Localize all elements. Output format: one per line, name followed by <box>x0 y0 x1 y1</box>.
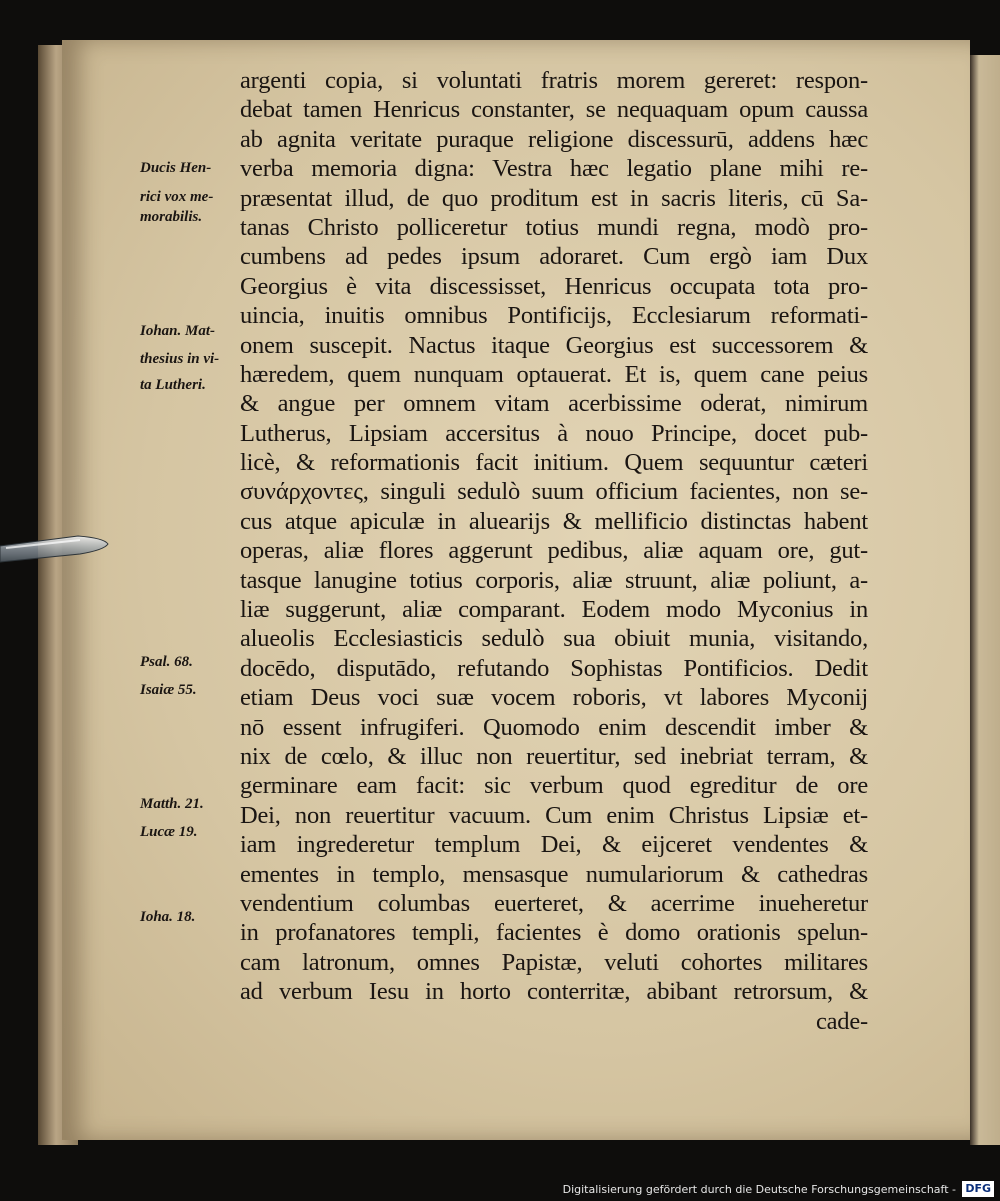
marginal-note: Ioha. 18. <box>140 909 196 925</box>
text-line: præsentat illud, de quo proditum est in sacris literis, cū Sa- <box>240 184 868 212</box>
text-line: alueolis Ecclesiasticis sedulò sua obiuit munia, visitando, <box>240 625 868 653</box>
text-line: Dei, non reuertitur vacuum. Cum enim Christus Lipsiæ et- <box>240 801 868 829</box>
text-line: & angue per omnem vitam acerbissime oderat, nimirum <box>240 390 868 418</box>
marginal-note: Matth. 21. <box>140 796 204 812</box>
facing-page-edge <box>970 55 1000 1145</box>
marginal-note: Lucæ 19. <box>140 824 198 840</box>
text-line: etiam Deus voci suæ vocem roboris, vt labores Myconij <box>240 684 868 712</box>
marginal-note: morabilis. <box>140 209 203 225</box>
text-line: uincia, inuitis omnibus Pontificijs, Ecclesiarum reformati- <box>240 302 868 330</box>
text-line: Georgius è vita discessisset, Henricus occupata tota pro- <box>240 272 868 300</box>
catchword: cade- <box>815 1007 868 1035</box>
pen-pointer-icon <box>0 530 110 566</box>
marginal-note: Iohan. Mat- <box>140 323 216 339</box>
text-line: hæredem, quem nunquam optauerat. Et is, quem cane peius <box>240 360 868 388</box>
text-line: nō essent infrugiferi. Quomodo enim descendit imber & <box>240 713 868 741</box>
text-line: iam ingrederetur templum Dei, & eijceret vendentes & <box>240 831 868 859</box>
text-line: Lutherus, Lipsiam accersitus à nouo Principe, docet pub- <box>240 419 868 447</box>
text-line: argenti copia, si voluntati fratris morem gereret: respon- <box>240 67 868 94</box>
marginal-note: rici vox me- <box>140 189 214 205</box>
text-line: cus atque apiculæ in aluearijs & mellificio distinctas habent <box>240 507 868 535</box>
text-line: germinare eam facit: sic verbum quod egreditur de ore <box>240 772 868 800</box>
text-line: liæ suggerunt, aliæ comparant. Eodem modo Myconius in <box>240 596 868 624</box>
dfg-logo: DFG <box>962 1181 994 1197</box>
text-line: nix de cœlo, & illuc non reuertitur, sed inebriat terram, & <box>240 742 868 770</box>
text-line: cam latronum, omnes Papistæ, veluti cohortes militares <box>240 948 868 976</box>
marginal-note: Ducis Hen- <box>140 160 212 176</box>
digitization-credit: Digitalisierung gefördert durch die Deutsche Forschungsgemeinschaft - <box>562 1183 956 1196</box>
text-line: operas, aliæ flores aggerunt pedibus, aliæ aquam ore, gut- <box>240 537 868 565</box>
text-line: docēdo, disputādo, refutando Sophistas Pontificios. Dedit <box>240 654 868 682</box>
text-line: debat tamen Henricus constanter, se nequaquam opum caussa <box>240 96 868 124</box>
text-line: vendentium columbas euerteret, & acerrime inueheretur <box>240 889 868 917</box>
marginal-note: thesius in vi- <box>140 351 220 367</box>
marginal-note: Isaiæ 55. <box>140 682 197 698</box>
marginal-note: Psal. 68. <box>140 654 193 670</box>
text-line: in profanatores templi, facientes è domo orationis spelun- <box>240 919 868 947</box>
text-line: tanas Christo polliceretur totius mundi regna, modò pro- <box>240 213 868 241</box>
text-line: licè, & reformationis facit initium. Quem sequuntur cæteri <box>240 449 868 477</box>
page-text-block <box>240 66 868 1036</box>
text-line: συνάρχοντες, singuli sedulò suum officium facientes, non se- <box>240 478 868 506</box>
text-line: cumbens ad pedes ipsum adoraret. Cum ergò iam Dux <box>240 243 868 271</box>
marginal-note: ta Lutheri. <box>140 377 206 393</box>
text-line: ab agnita veritate puraque religione discessurū, addens hæc <box>240 125 868 153</box>
text-line: ad verbum Iesu in horto conterritæ, abibant retrorsum, & <box>240 978 868 1006</box>
text-line: verba memoria digna: Vestra hæc legatio plane mihi re- <box>240 155 868 183</box>
text-line: tasque lanugine totius corporis, aliæ struunt, aliæ poliunt, a- <box>240 566 868 594</box>
text-line: onem suscepit. Nactus itaque Georgius est successorem & <box>240 331 868 359</box>
text-line: ementes in templo, mensasque numulariorum & cathedras <box>240 860 868 888</box>
